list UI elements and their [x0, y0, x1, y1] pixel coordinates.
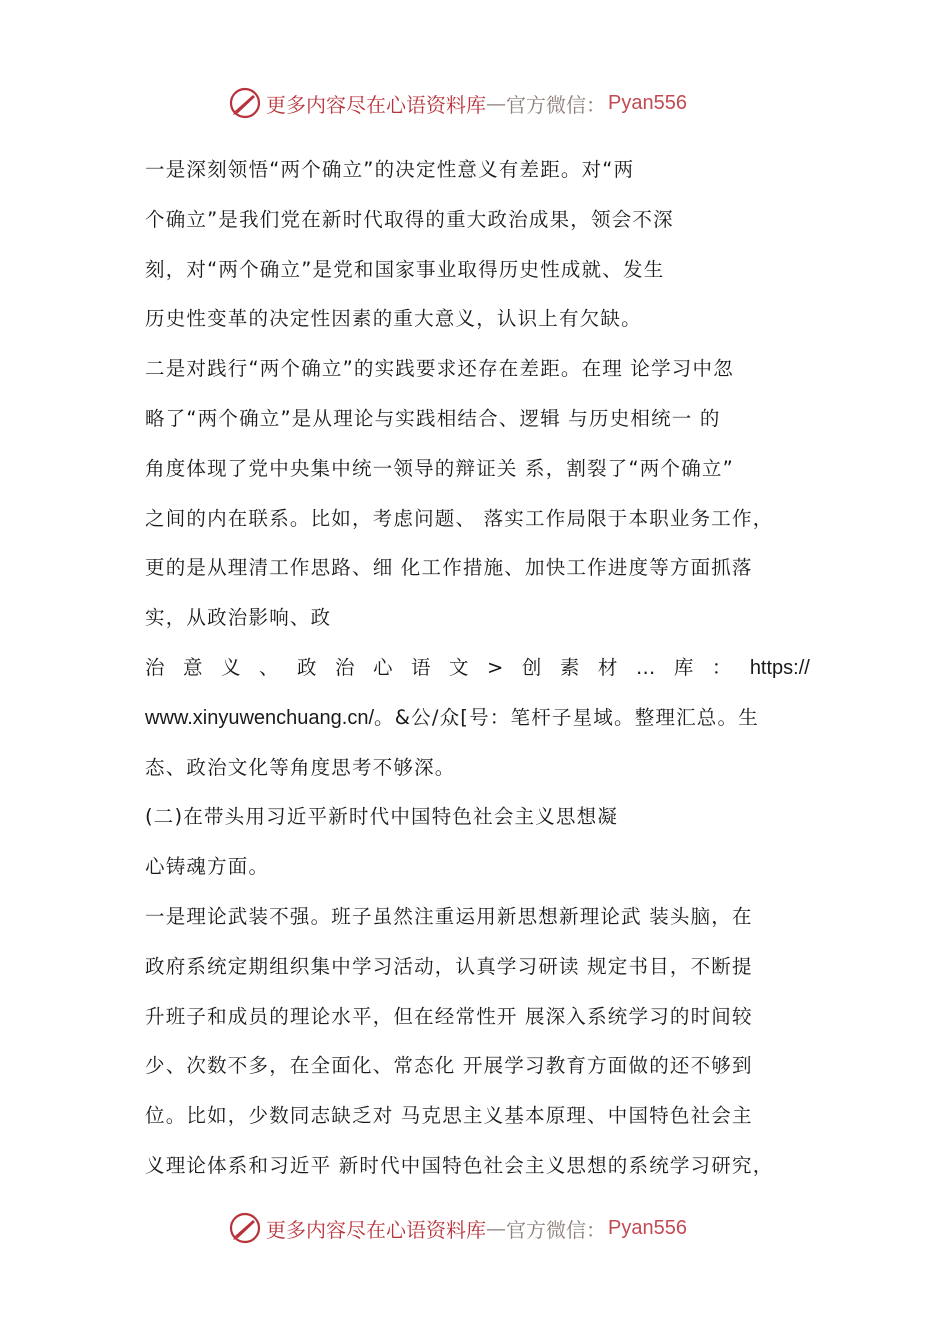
text-line: 义理论体系和习近平 新时代中国特色社会主义思想的系统学习研究， [145, 1153, 774, 1177]
spread-char: … [635, 655, 656, 679]
url-text-line [145, 700, 810, 750]
banner-dash: — [486, 1216, 506, 1240]
banner-wechat-label: 官方微信： [506, 1217, 606, 1242]
spread-char: 材 [597, 655, 618, 679]
spread-char: > [487, 655, 504, 679]
footer-banner [228, 1208, 687, 1248]
website-link[interactable]: www.xinyuwenchuang.cn/ [145, 706, 375, 729]
spread-char: 素 [559, 655, 580, 679]
text-line: 一是深刻领悟“两个确立”的决定性意义有差距。对“两 [145, 158, 635, 181]
banner-wechat-id: Pyan556 [608, 1216, 687, 1239]
text-line: 政府系统定期组织集中学习活动，认真学习研读 规定书目，不断提 [145, 954, 753, 978]
banner-title: 更多内容尽在心语资料库 [266, 92, 486, 117]
text-line: 二是对践行“两个确立”的实践要求还存在差距。在理 论学习中忽 [145, 357, 734, 381]
spread-char: 治 [335, 655, 355, 679]
section-heading-line: 心铸魂方面。 [145, 855, 270, 879]
spread-char: 、 [259, 655, 279, 679]
text-line: 略了“两个确立”是从理论与实践相结合、逻辑 与历史相统一 的 [145, 406, 721, 430]
spread-char: 政 [297, 655, 317, 679]
spread-text-line [145, 650, 810, 700]
banner-title: 更多内容尽在心语资料库 [266, 1217, 486, 1242]
text-line: 个确立”是我们党在新时代取得的重大政治成果，领会不深 [145, 207, 674, 231]
spread-char: 语 [411, 655, 431, 679]
text-line: 更的是从理清工作思路、细 化工作措施、加快工作进度等方面抓落 [145, 556, 753, 580]
text-line: 之间的内在联系。比如，考虑问题、 落实工作局限于本职业务工作， [145, 506, 774, 530]
spread-char: 库 [673, 655, 694, 679]
spread-char: 心 [373, 655, 393, 679]
header-banner [228, 83, 687, 123]
spread-char: 文 [449, 655, 469, 679]
text-line: 位。比如，少数同志缺乏对 马克思主义基本原理、中国特色社会主 [145, 1104, 753, 1128]
spread-char: 义 [221, 655, 241, 679]
spread-char: 治 [145, 655, 165, 679]
url-prefix: https:// [749, 656, 810, 679]
text-line: 角度体现了党中央集中统一领导的辩证关 系，割裂了“两个确立” [145, 456, 734, 480]
text-line: 刻，对“两个确立”是党和国家事业取得历史性成就、发生 [145, 257, 665, 281]
banner-wechat-id: Pyan556 [608, 91, 687, 114]
text-line: 升班子和成员的理论水平，但在经常性开 展深入系统学习的时间较 [145, 1004, 753, 1028]
pen-logo-icon [228, 1211, 262, 1245]
text-line: 历史性变革的决定性因素的重大意义，认识上有欠缺。 [145, 307, 642, 331]
pen-logo-icon [228, 86, 262, 120]
text-line: 态、政治文化等角度思考不够深。 [145, 755, 456, 779]
text-line: 实，从政治影响、政 [145, 606, 332, 630]
spread-char: 意 [183, 655, 203, 679]
text-line: 少、次数不多，在全面化、常态化 开展学习教育方面做的还不够到 [145, 1054, 753, 1078]
banner-wechat-label: 官方微信： [506, 92, 606, 117]
spread-char: 创 [521, 655, 542, 679]
url-line-rest: 。&公/众[号：笔杆子星域。整理汇总。生 [374, 705, 759, 729]
banner-dash: — [486, 91, 506, 115]
section-heading-line: (二)在带头用习近平新时代中国特色社会主义思想凝 [145, 805, 619, 829]
document-body [145, 152, 810, 1198]
spread-char: ： [711, 655, 732, 679]
text-line: 一是理论武装不强。班子虽然注重运用新思想新理论武 装头脑，在 [145, 904, 753, 928]
